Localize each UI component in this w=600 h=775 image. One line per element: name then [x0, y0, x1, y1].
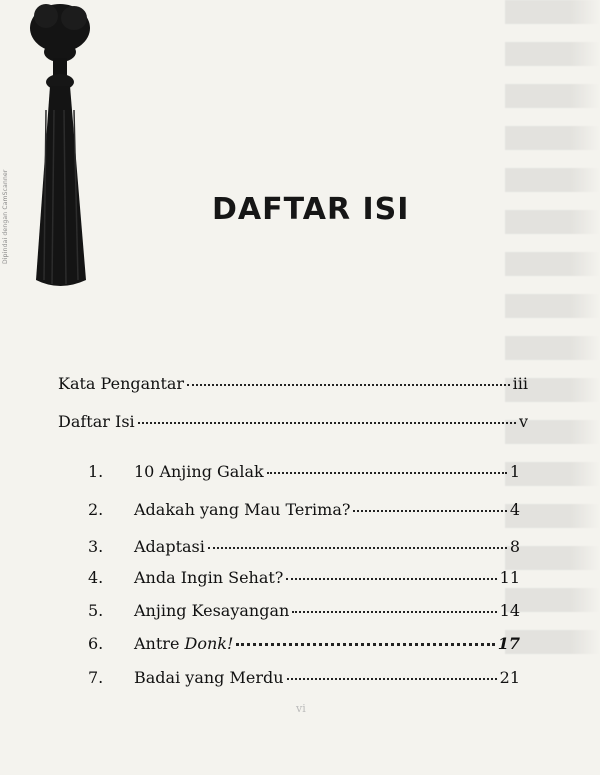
- leader-dots: [267, 472, 507, 474]
- leader-dots: [292, 611, 496, 613]
- toc-page-number: 8: [509, 537, 520, 556]
- leader-dots: [236, 643, 494, 646]
- toc-entry-number: 5.: [88, 601, 104, 620]
- toc-entry: [88, 537, 520, 556]
- leader-dots: [287, 678, 497, 680]
- toc-entry-label: Adaptasi: [134, 537, 205, 556]
- toc-entry-number: 2.: [88, 500, 104, 519]
- toc-entry-label-emphasis: Donk!: [184, 634, 234, 653]
- toc-page-number: iii: [512, 374, 528, 393]
- show-through-text: [505, 0, 600, 700]
- toc-entry-label: [134, 634, 233, 653]
- scanner-watermark: Dipindai dengan CamScanner: [2, 169, 9, 264]
- leader-dots: [187, 384, 510, 386]
- toc-entry: [88, 462, 520, 481]
- toc-entry: [88, 668, 520, 687]
- toc-page-number: 1: [509, 462, 520, 481]
- toc-label: Kata Pengantar: [58, 374, 185, 393]
- toc-entry: [88, 634, 520, 653]
- toc-page-number: 21: [499, 668, 520, 687]
- toc-row-kata-pengantar: [58, 374, 528, 393]
- toc-entry-label: Anda Ingin Sehat?: [134, 568, 284, 587]
- leader-dots: [208, 547, 507, 549]
- toc-entry-label-text: Antre: [134, 634, 185, 653]
- leader-dots: [353, 510, 506, 512]
- toc-entry-label: Anjing Kesayangan: [134, 601, 290, 620]
- toc-entry: [88, 500, 520, 519]
- leader-dots: [286, 578, 496, 580]
- toc-label: Daftar Isi: [58, 412, 135, 431]
- toc-entry-number: 3.: [88, 537, 104, 556]
- page-number-footer: vi: [296, 702, 306, 715]
- tassel-illustration: [20, 0, 100, 295]
- toc-entry-number: 7.: [88, 668, 104, 687]
- toc-page-number: 17: [497, 634, 520, 653]
- toc-entry-label: Adakah yang Mau Terima?: [134, 500, 351, 519]
- toc-page-number: v: [518, 412, 528, 431]
- leader-dots: [138, 422, 516, 424]
- toc-entry-number: 6.: [88, 634, 104, 653]
- toc-entry-label: Badai yang Merdu: [134, 668, 284, 687]
- toc-page-number: 11: [499, 568, 520, 587]
- toc-entry-number: 4.: [88, 568, 104, 587]
- toc-entry: [88, 601, 520, 620]
- toc-entry: [88, 568, 520, 587]
- toc-entry-number: 1.: [88, 462, 104, 481]
- toc-entry-label: 10 Anjing Galak: [134, 462, 264, 481]
- toc-page-number: 4: [509, 500, 520, 519]
- toc-row-daftar-isi: [58, 412, 528, 431]
- toc-page-number: 14: [499, 601, 520, 620]
- page-title: DAFTAR ISI: [212, 192, 410, 227]
